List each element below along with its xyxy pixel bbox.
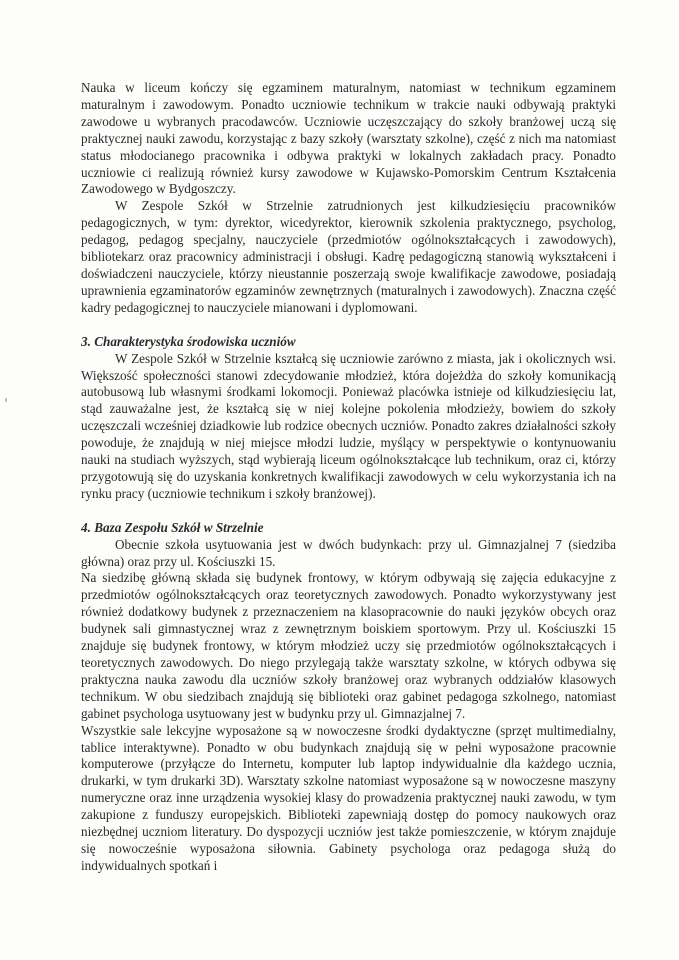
- paragraph-exams: Nauka w liceum kończy się egzaminem maturalnym, natomiast w technikum egzaminem maturalnym i zawodowym. Ponadto uczniowie technikum w trakcie nauki odbywają praktyki zawodowe u wybranych pracodawców. Uczniowie uczęszczający do szkoły branżowej uczą się praktycznej nauki zawodu, korzystając z bazy szkoły (warsztaty szkolne), część z nich ma natomiast status młodocianego pracownika i odbywa praktyki w lokalnych zakładach pracy. Ponadto uczniowie ci realizują również kursy zawodowe w Kujawsko-Pomorskim Centrum Kształcenia Zawodowego w Bydgoszczy.: [81, 80, 616, 197]
- scan-speck: [5, 398, 7, 402]
- paragraph-main-building: Na siedzibę główną składa się budynek frontowy, w którym odbywają się zajęcia edukacyjne z przedmiotów ogólnokształcących oraz teoretycznych zawodowych. Ponadto wykorzystywany jest również dodatkowy budynek z przeznaczeniem na klasopracownie do nauki języków obcych oraz budynek sali gimnastycznej wraz z zewnętrznym boiskiem sportowym. Przy ul. Kościuszki 15 znajduje się budynek frontowy, w którym młodzież uczy się przedmiotów ogólnokształcących i teoretycznych zawodowych. Do niego przylegają także warsztaty szkolne, w których odbywa się praktyczna nauka zawodu dla uczniów szkoły branżowej oraz wybranych oddziałów klasowych technikum. W obu siedzibach znajdują się biblioteki oraz gabinet pedagoga szkolnego, natomiast gabinet psychologa usytuowany jest w budynku przy ul. Gimnazjalnej 7.: [81, 570, 616, 721]
- paragraph-staff: W Zespole Szkół w Strzelnie zatrudnionych jest kilkudziesięciu pracowników pedagogicznych, w tym: dyrektor, wicedyrektor, kierownik szkolenia praktycznego, psycholog, pedagog, pedagog specjalny, nauczyciele (przedmiotów ogólnokształcących i zawodowych), bibliotekarz oraz pracownicy administracji i obsługi. Kadrę pedagogiczną stanowią wykształceni i doświadczeni nauczyciele, którzy nieustannie poszerzają swoje kwalifikacje zawodowe, posiadają uprawnienia egzaminatorów egzaminów zewnętrznych (maturalnych i zawodowych). Znaczna część kadry pedagogicznej to nauczyciele mianowani i dyplomowani.: [81, 198, 616, 315]
- paragraph-students: W Zespole Szkół w Strzelnie kształcą się uczniowie zarówno z miasta, jak i okolicznych wsi. Większość społeczności stanowi zdecydowanie młodzież, która dojeżdża do szkoły komunikacją autobusową lub własnymi środkami lokomocji. Ponieważ placówka istnieje od kilkudziesięciu lat, stąd zauważalne jest, że kształcą się w niej kolejne pokolenia młodzieży, bowiem do szkoły uczęszczali wcześniej dziadkowie lub rodzice obecnych uczniów. Ponadto zakres działalności szkoły powoduje, że znajdują w niej miejsce młodzi ludzie, myślący w perspektywie o kontynuowaniu nauki na studiach wyższych, stąd wybierają liceum ogólnokształcące lub technikum, oraz ci, którzy przygotowują się do uzyskania konkretnych kwalifikacji zawodowych w celu wykorzystania ich na rynku pracy (uczniowie technikum i szkoły branżowej).: [81, 350, 616, 501]
- section-heading-students: 3. Charakterystyka środowiska uczniów: [81, 333, 296, 349]
- section-heading-facilities: 4. Baza Zespołu Szkół w Strzelnie: [81, 519, 264, 535]
- paragraph-buildings: Obecnie szkoła usytuowania jest w dwóch budynkach: przy ul. Gimnazjalnej 7 (siedziba główna) oraz przy ul. Kościuszki 15.: [81, 536, 616, 569]
- section-spacer: [81, 317, 616, 334]
- document-body: [81, 80, 616, 875]
- paragraph-equipment: Wszystkie sale lekcyjne wyposażone są w nowoczesne środki dydaktyczne (sprzęt multimedialny, tablice interaktywne). Ponadto w obu budynkach znajdują się w pełni wyposażone pracownie komputerowe (przyłącze do Internetu, komputer lub laptop indywidualnie dla każdego ucznia, drukarki, w tym drukarki 3D). Warsztaty szkolne natomiast wyposażone są w nowoczesne maszyny numeryczne oraz inne urządzenia wysokiej klasy do prowadzenia praktycznej nauki zawodu, w tym zakupione z funduszy europejskich. Biblioteki zapewniają dostęp do pomocy naukowych oraz niezbędnej uczniom literatury. Do dyspozycji uczniów jest także pomieszczenie, w którym znajduje się nowocześnie wyposażona siłownia. Gabinety psychologa oraz pedagoga służą do indywidualnych spotkań i: [81, 722, 616, 873]
- section-spacer: [81, 503, 616, 520]
